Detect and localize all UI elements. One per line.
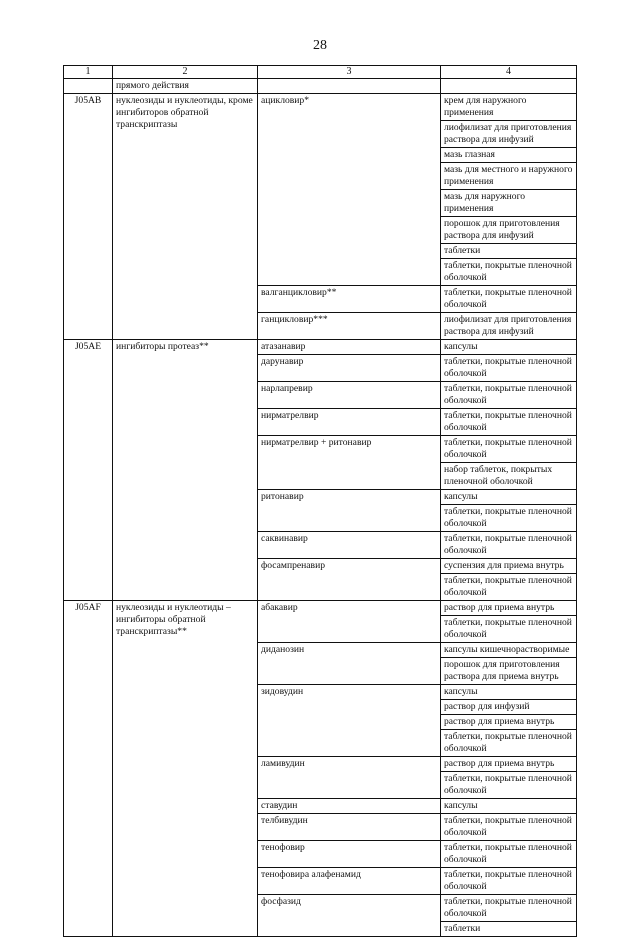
column-number: 1 [64, 66, 113, 79]
group-name: нуклеозиды и нуклеотиды – ингибиторы обратной транскриптазы** [113, 601, 258, 937]
drug-name [258, 436, 441, 490]
drug-name [258, 490, 441, 532]
drug-name-text: телбивудин [261, 815, 308, 826]
dosage-form: крем для наружного применения [441, 94, 577, 121]
drug-name-text: фосампренавир [261, 560, 325, 571]
dosage-form: таблетки, покрытые пленочной оболочкой [441, 355, 577, 382]
drug-name-text: валганцикловир** [261, 287, 337, 298]
atc-code: J05AB [64, 94, 113, 340]
drug-name [258, 643, 441, 685]
drug-name [258, 355, 441, 382]
drug-name [258, 94, 441, 286]
continuation-text: прямого действия [113, 79, 258, 94]
drug-name [258, 868, 441, 895]
drug-name [258, 409, 441, 436]
drug-name [258, 313, 441, 340]
drug-name-text: ганцикловир*** [261, 314, 328, 325]
dosage-form: набор таблеток, покрытых пленочной оболочкой [441, 463, 577, 490]
dosage-form: таблетки [441, 922, 577, 937]
dosage-form: таблетки, покрытые пленочной оболочкой [441, 841, 577, 868]
dosage-form: таблетки, покрытые пленочной оболочкой [441, 436, 577, 463]
dosage-form: капсулы [441, 799, 577, 814]
dosage-form: таблетки, покрытые пленочной оболочкой [441, 868, 577, 895]
dosage-form: таблетки, покрытые пленочной оболочкой [441, 574, 577, 601]
drug-name [258, 757, 441, 799]
table-row [64, 340, 577, 355]
dosage-form: таблетки, покрытые пленочной оболочкой [441, 382, 577, 409]
atc-code: J05AE [64, 340, 113, 601]
drug-name [258, 814, 441, 841]
column-number-row [64, 66, 577, 79]
drug-name-text: нирматрелвир [261, 410, 319, 421]
dosage-form: капсулы [441, 340, 577, 355]
drug-name-text: фосфазид [261, 896, 301, 907]
dosage-form: лиофилизат для приготовления раствора для инфузий [441, 121, 577, 148]
drug-name-text: нирматрелвир + ритонавир [261, 437, 372, 448]
drug-name-text: ламивудин [261, 758, 305, 769]
drug-name-text: тенофовир [261, 842, 305, 853]
drug-name-text: ритонавир [261, 491, 304, 502]
drug-name-text: атазанавир [261, 341, 306, 352]
dosage-form: порошок для приготовления раствора для приема внутрь [441, 658, 577, 685]
dosage-form: таблетки, покрытые пленочной оболочкой [441, 505, 577, 532]
dosage-form: раствор для инфузий [441, 700, 577, 715]
dosage-form: порошок для приготовления раствора для инфузий [441, 217, 577, 244]
atc-code: J05AF [64, 601, 113, 937]
dosage-form: раствор для приема внутрь [441, 601, 577, 616]
dosage-form: суспензия для приема внутрь [441, 559, 577, 574]
drug-name [258, 340, 441, 355]
dosage-form: мазь для местного и наружного применения [441, 163, 577, 190]
drug-name-text: абакавир [261, 602, 298, 613]
drug-name [258, 286, 441, 313]
column-number: 3 [258, 66, 441, 79]
dosage-form: раствор для приема внутрь [441, 715, 577, 730]
dosage-form: мазь для наружного применения [441, 190, 577, 217]
drug-name-text: ацикловир* [261, 95, 310, 106]
dosage-form: таблетки [441, 244, 577, 259]
dosage-form: раствор для приема внутрь [441, 757, 577, 772]
drug-name-text: дарунавир [261, 356, 304, 367]
dosage-form: капсулы [441, 490, 577, 505]
drug-name [258, 685, 441, 757]
drug-name-text: ставудин [261, 800, 298, 811]
drug-name [258, 841, 441, 868]
table-row [64, 601, 577, 616]
dosage-form: таблетки, покрытые пленочной оболочкой [441, 730, 577, 757]
dosage-form: таблетки, покрытые пленочной оболочкой [441, 772, 577, 799]
group-name: ингибиторы протеаз** [113, 340, 258, 601]
dosage-form: таблетки, покрытые пленочной оболочкой [441, 532, 577, 559]
dosage-form: таблетки, покрытые пленочной оболочкой [441, 286, 577, 313]
drug-name [258, 532, 441, 559]
dosage-form: таблетки, покрытые пленочной оболочкой [441, 409, 577, 436]
column-number: 4 [441, 66, 577, 79]
dosage-form: капсулы [441, 685, 577, 700]
column-number: 2 [113, 66, 258, 79]
continuation-row [64, 79, 577, 94]
dosage-form: лиофилизат для приготовления раствора для инфузий [441, 313, 577, 340]
drug-name-text: нарлапревир [261, 383, 313, 394]
dosage-form: капсулы кишечнорастворимые [441, 643, 577, 658]
drug-table [63, 65, 577, 937]
drug-name-text: зидовудин [261, 686, 304, 697]
drug-name-text: саквинавир [261, 533, 308, 544]
drug-name-text: тенофовира алафенамид [261, 869, 361, 880]
drug-name [258, 799, 441, 814]
page-number: 28 [313, 38, 327, 53]
drug-table-body [64, 66, 577, 937]
drug-name [258, 559, 441, 601]
dosage-form: мазь глазная [441, 148, 577, 163]
dosage-form: таблетки, покрытые пленочной оболочкой [441, 616, 577, 643]
dosage-form: таблетки, покрытые пленочной оболочкой [441, 895, 577, 922]
drug-name [258, 601, 441, 643]
table-row [64, 94, 577, 121]
drug-name-text: диданозин [261, 644, 305, 655]
dosage-form: таблетки, покрытые пленочной оболочкой [441, 259, 577, 286]
group-name: нуклеозиды и нуклеотиды, кроме ингибиторов обратной транскриптазы [113, 94, 258, 340]
dosage-form: таблетки, покрытые пленочной оболочкой [441, 814, 577, 841]
drug-name [258, 895, 441, 937]
drug-name [258, 382, 441, 409]
